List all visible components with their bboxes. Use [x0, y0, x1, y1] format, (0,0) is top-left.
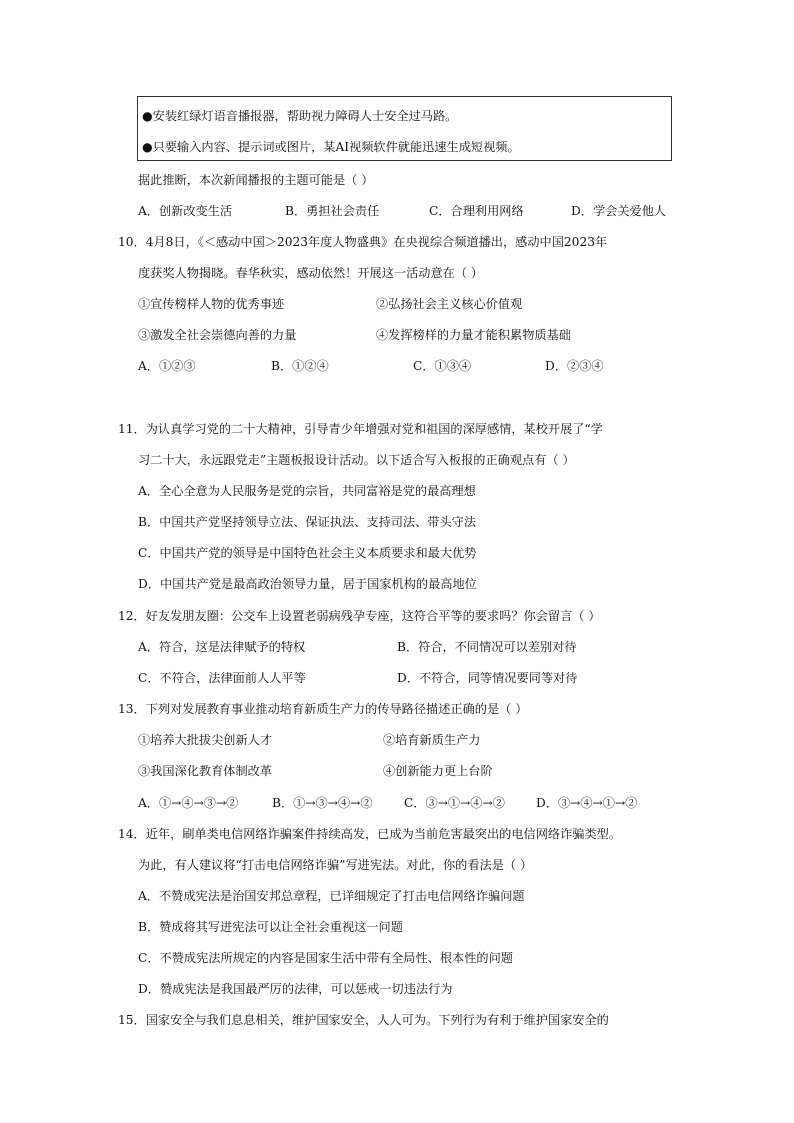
q12-option-d: D．不符合，同等情况要同等对待	[397, 671, 578, 685]
q14-option-c: C．不赞成宪法所规定的内容是国家生活中带有全局性、根本性的问题	[138, 951, 513, 965]
q13-option-b: B．①→③→④→②	[272, 796, 373, 810]
q10-option-a: A．①②③	[138, 359, 196, 373]
q9-option-c: C．合理利用网络	[429, 204, 524, 218]
q12-line-1: 12．好友发朋友圈：公交车上设置老弱病残孕专座，这符合平等的要求吗？你会留言（ ）	[118, 609, 601, 623]
q9-option-b: B．勇担社会责任	[285, 204, 380, 218]
news-item-1: ●安装红绿灯语音播报器，帮助视力障碍人士安全过马路。	[142, 109, 458, 123]
q13-statement-1: ①培养大批拔尖创新人才	[138, 733, 273, 747]
q12-option-c: C．不符合，法律面前人人平等	[138, 671, 306, 685]
q13-option-a: A．①→④→③→②	[138, 796, 239, 810]
q13-statement-3: ③我国深化教育体制改革	[138, 764, 273, 778]
q13-statement-2: ②培育新质生产力	[383, 733, 481, 747]
q10-statement-3: ③激发全社会崇德向善的力量	[138, 328, 297, 342]
q12-option-a: A．符合，这是法律赋予的特权	[138, 640, 306, 654]
q11-option-d: D．中国共产党是最高政治领导力量，居于国家机构的最高地位	[138, 577, 477, 591]
q13-line-1: 13．下列对发展教育事业推动培育新质生产力的传导路径描述正确的是（ ）	[118, 702, 528, 716]
q10-statement-1: ①宣传榜样人物的优秀事迹	[138, 297, 285, 311]
q14-line-2: 为此，有人建议将“打击电信网络诈骗”写进宪法。对此，你的看法是（ ）	[138, 858, 533, 872]
q10-statement-2: ②弘扬社会主义核心价值观	[376, 297, 523, 311]
q9-stem: 据此推断，本次新闻播报的主题可能是（ ）	[138, 173, 374, 187]
q13-option-d: D．③→④→①→②	[536, 796, 638, 810]
q14-option-a: A．不赞成宪法是治国安邦总章程，已详细规定了打击电信网络诈骗问题	[138, 889, 525, 903]
q10-statement-4: ④发挥榜样的力量才能积累物质基础	[376, 328, 571, 342]
q10-option-c: C．①③④	[413, 359, 472, 373]
news-item-2: ●只要输入内容、提示词或图片，某AI视频软件就能迅速生成短视频。	[142, 140, 520, 154]
q14-line-1: 14．近年，刷单类电信网络诈骗案件持续高发，已成为当前危害最突出的电信网络诈骗类型。	[118, 827, 622, 841]
q11-line-1: 11．为认真学习党的二十大精神，引导青少年增强对党和祖国的深厚感情，某校开展了“学	[118, 422, 603, 436]
q10-line-2: 度获奖人物揭晓。春华秋实，感动依然！开展这一活动意在（ ）	[138, 266, 484, 280]
q10-option-b: B．①②④	[271, 359, 329, 373]
q11-option-c: C．中国共产党的领导是中国特色社会主义本质要求和最大优势	[138, 546, 477, 560]
q11-option-a: A．全心全意为人民服务是党的宗旨，共同富裕是党的最高理想	[138, 484, 476, 498]
q10-option-d: D．②③④	[545, 359, 604, 373]
q13-option-c: C．③→①→④→②	[404, 796, 505, 810]
q14-option-d: D．赞成宪法是我国最严厉的法律，可以惩戒一切违法行为	[138, 982, 453, 996]
q13-statement-4: ④创新能力更上台阶	[383, 764, 493, 778]
q11-option-b: B．中国共产党坚持领导立法、保证执法、支持司法、带头守法	[138, 515, 477, 529]
q14-option-b: B．赞成将其写进宪法可以让全社会重视这一问题	[138, 920, 403, 934]
q11-line-2: 习二十大，永远跟党走”主题板报设计活动。以下适合写入板报的正确观点有（ ）	[138, 453, 575, 467]
q10-line-1: 10．4月8日，《＜感动中国＞2023年度人物盛典》在央视综合频道播出，感动中国2023年	[118, 235, 608, 249]
news-box	[137, 96, 672, 161]
q9-option-d: D．学会关爱他人	[571, 204, 667, 218]
q12-option-b: B．符合，不同情况可以差别对待	[397, 640, 577, 654]
q15-line-1: 15．国家安全与我们息息相关，维护国家安全，人人可为。下列行为有利于维护国家安全的	[118, 1013, 609, 1027]
q9-option-a: A．创新改变生活	[138, 204, 233, 218]
